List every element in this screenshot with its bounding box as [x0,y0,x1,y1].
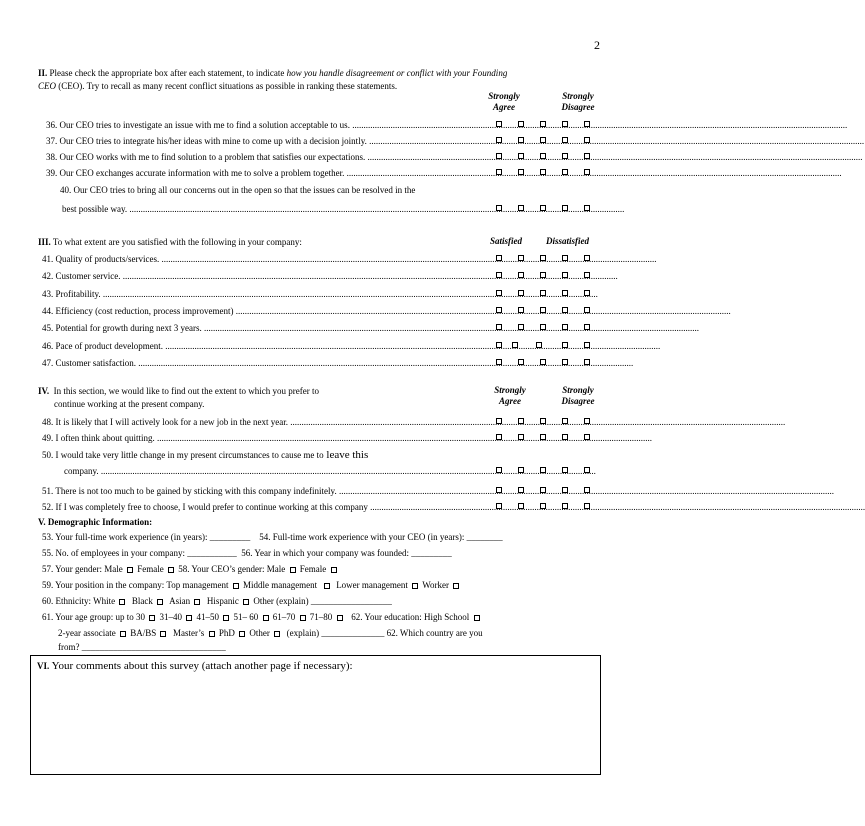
q61-61-70-checkbox[interactable] [300,615,306,621]
q43-checkbox-4[interactable] [562,290,568,296]
q40-checkbox-1[interactable] [496,205,502,211]
q61-51-60-label: 51– 60 [233,612,259,622]
q59 [42,579,461,592]
q44-checkbox-1[interactable] [496,307,502,313]
q52-checkbox-4[interactable] [562,503,568,509]
q50-checkbox-3[interactable] [540,467,546,473]
question-number: 47. [42,357,54,368]
q46-checkbox-1[interactable] [496,342,502,348]
q39-checkbox-3[interactable] [540,169,546,175]
q59-worker-label: Worker [422,580,450,590]
question-number: 52. [42,502,54,512]
q47-checkbox-1[interactable] [496,359,502,365]
q54-text: 54. Full-time work experience with your CEO (in years): ________ [259,532,503,542]
q48-checkbox-4[interactable] [562,418,568,424]
q60-black-label: Black [131,596,153,606]
q46-checkbox-3[interactable] [536,342,542,348]
q38-checkbox-3[interactable] [540,153,546,159]
q47-checkbox-3[interactable] [540,359,546,365]
q43-checkbox-2[interactable] [518,290,524,296]
question-number: 46. [42,340,54,351]
comments-box[interactable] [30,655,601,775]
q61-label: 61. Your age group: up to 30 [42,612,145,622]
q51-checkboxes [496,484,600,498]
q61-51-60-checkbox[interactable] [263,615,269,621]
q47-checkboxes [496,356,600,370]
q41-checkbox-4[interactable] [562,255,568,261]
q44-checkbox-3[interactable] [540,307,546,313]
dot-leader: ............................................................................................................................................................................................................................ [366,136,865,146]
q61-71-80-checkbox[interactable] [337,615,343,621]
q42-checkbox-5[interactable] [584,272,590,278]
q52-checkbox-2[interactable] [518,503,524,509]
q48-checkbox-1[interactable] [496,418,502,424]
section-2-header-agree [484,91,524,113]
header-text: Strongly [494,385,526,395]
q39-checkbox-5[interactable] [584,169,590,175]
q62-explain-label: (explain) ______________ 62. Which country are you [286,628,483,638]
question-number: 36. [46,120,58,130]
question-number: 45. [42,323,54,334]
q36-checkbox-1[interactable] [496,121,502,127]
q52-checkboxes [496,500,600,514]
q40-checkbox-2[interactable] [518,205,524,211]
question-text: Customer satisfaction. [55,357,136,368]
section-2-intro-text: Please check the appropriate box after each statement, to indicate [49,68,285,78]
q49-checkbox-1[interactable] [496,434,502,440]
q53-q54 [42,531,503,544]
q50-checkbox-2[interactable] [518,467,524,473]
q45-checkbox-5[interactable] [584,324,590,330]
q38-checkbox-5[interactable] [584,153,590,159]
q40-checkboxes [496,202,600,216]
q61-41-50-checkbox[interactable] [223,615,229,621]
question-text: Our CEO exchanges accurate information with me to solve a problem together. [59,168,345,178]
q41-checkboxes [496,252,600,266]
q50-checkbox-5[interactable] [584,467,590,473]
q42-checkboxes [496,269,600,283]
question-row [42,321,699,335]
question-text: Potential for growth during next 3 years. [55,323,202,334]
question-number: 41. [42,254,54,264]
question-text: Our CEO tries to integrate his/her ideas with mine to come up with a decision jointly. [59,136,367,146]
q62-babs-label: BA/BS [130,628,157,638]
q62-highschool-checkbox[interactable] [474,615,480,621]
q39-checkbox-1[interactable] [496,169,502,175]
q43-checkbox-3[interactable] [540,290,546,296]
q61-31-40-label: 31–40 [159,612,182,622]
question-row [42,431,652,445]
q46-checkboxes [496,339,600,353]
q46-checkbox-4[interactable] [562,342,568,348]
q44-checkboxes [496,304,600,318]
header-text: Disagree [561,102,595,112]
q62-associate-label: 2-year associate [58,628,116,638]
section-2-intro-line2 [38,80,397,92]
dot-leader: ............................................................................................................................................................................................................................ [344,168,842,178]
section-3-number: III. [38,237,51,247]
q57-q58 [42,563,339,576]
q61-31-40-checkbox[interactable] [186,615,192,621]
q62-other-label: Other [249,628,270,638]
dot-leader: ............................................................................................................................................................................................................................ [349,120,848,130]
section-2-number: II. [38,68,48,78]
header-text: Agree [499,396,521,406]
q38-checkbox-2[interactable] [518,153,524,159]
q57-label: 57. Your gender: Male [42,564,123,574]
q48-checkbox-3[interactable] [540,418,546,424]
q41-checkbox-3[interactable] [540,255,546,261]
question-row [42,448,478,462]
section-4-intro [38,385,319,397]
q50-checkbox-4[interactable] [562,467,568,473]
q60-hispanic-checkbox[interactable] [243,599,249,605]
section-6-number: VI. [37,661,50,671]
q49-checkbox-3[interactable] [540,434,546,440]
q62-associate-checkbox[interactable] [120,631,126,637]
q51-checkbox-2[interactable] [518,487,524,493]
question-text: Our CEO tries to bring all our concerns out in the open so that the issues can be resolved in the [73,185,416,195]
question-number: 37. [46,136,58,146]
question-text: best possible way. [62,204,128,214]
q47-checkbox-5[interactable] [584,359,590,365]
section-4-header-disagree [556,385,600,407]
q43-checkbox-5[interactable] [584,290,590,296]
q48-checkbox-2[interactable] [518,418,524,424]
q36-checkboxes [496,118,600,132]
q61-71-80-label: 71–80 [309,612,333,622]
q57-male-checkbox[interactable] [127,567,133,573]
q37-checkbox-1[interactable] [496,137,502,143]
q56-text: 56. Year in which your company was founded: _________ [241,548,452,558]
q55-q56 [42,547,452,560]
section-4-intro-text: In this section, we would like to find out the extent to which you prefer to [53,386,320,396]
q61 [42,611,482,624]
dot-leader: ............................................................................................................................................................................................................................ [201,323,699,334]
q48-checkboxes [496,415,600,429]
dot-leader: ............................................................................................................................................................................................................................ [98,466,596,476]
question-number: 48. [42,417,54,427]
dot-leader: ............................................................................................................................................................................................................................ [100,288,598,299]
q39-checkbox-4[interactable] [562,169,568,175]
q36-checkbox-3[interactable] [540,121,546,127]
q62-masters-checkbox[interactable] [209,631,215,637]
question-row [42,269,618,283]
q40-checkbox-5[interactable] [584,205,590,211]
header-text: Strongly [562,385,594,395]
q60-asian-checkbox[interactable] [194,599,200,605]
header-text: Disagree [561,396,595,406]
dot-leader: ............................................................................................................................................................................................................................ [120,271,618,282]
q36-checkbox-2[interactable] [518,121,524,127]
q62-country-field[interactable]: from? ________________________________ [58,642,226,652]
question-text: Efficiency (cost reduction, process improvement) [55,305,234,316]
q52-checkbox-5[interactable] [584,503,590,509]
question-text: There is not too much to be gained by sticking with this company indefinitely. [55,486,337,496]
q38-checkboxes [496,150,600,164]
dot-leader: ............................................................................................................................................................................................................................ [287,417,786,427]
q47-checkbox-2[interactable] [518,359,524,365]
question-text: If I was completely free to choose, I would prefer to continue working at this company [55,502,368,512]
question-text: Pace of product development. [55,340,163,351]
section-2-header-disagree [556,91,600,113]
comments-label [37,660,353,672]
q50-checkbox-1[interactable] [496,467,502,473]
q42-checkbox-3[interactable] [540,272,546,278]
q58-female-label: Female [299,564,327,574]
question-row [42,356,634,370]
q46-checkbox-5[interactable] [584,342,590,348]
section-3-intro-text: To what extent are you satisfied with the following in your company: [52,237,302,247]
q62-line2 [58,627,483,640]
q51-checkbox-5[interactable] [584,487,590,493]
q51-checkbox-4[interactable] [562,487,568,493]
question-row [42,339,661,353]
q42-checkbox-4[interactable] [562,272,568,278]
q60-black-checkbox[interactable] [157,599,163,605]
question-number: 51. [42,486,54,496]
q49-checkbox-4[interactable] [562,434,568,440]
q59-top-checkbox[interactable] [233,583,239,589]
q44-checkbox-5[interactable] [584,307,590,313]
q52-checkbox-3[interactable] [540,503,546,509]
q43-checkboxes [496,287,600,301]
q60 [42,595,392,608]
q59-lower-checkbox[interactable] [412,583,418,589]
q60-other-label: Other (explain) __________________ [253,596,392,606]
q45-checkbox-3[interactable] [540,324,546,330]
q41-checkbox-1[interactable] [496,255,502,261]
q36-checkbox-4[interactable] [562,121,568,127]
q61-upto30-checkbox[interactable] [149,615,155,621]
q48-checkbox-5[interactable] [584,418,590,424]
section-3-intro [38,236,302,248]
question-number: 38. [46,152,58,162]
question-row [42,252,657,266]
q62-other-checkbox[interactable] [274,631,280,637]
question-text: Quality of products/services. [55,254,160,264]
section-2-intro [38,67,507,79]
q59-worker-checkbox[interactable] [453,583,459,589]
dot-leader: ............................................................................................................................................................................................................................ [233,305,731,316]
section-2-ceo-italic: CEO [38,81,56,91]
q44-checkbox-2[interactable] [518,307,524,313]
question-number: 50. [42,450,54,460]
q49-checkboxes [496,431,600,445]
question-number: 43. [42,288,54,299]
question-number: 42. [42,271,54,282]
q57-female-checkbox[interactable] [168,567,174,573]
q42-checkbox-2[interactable] [518,272,524,278]
dot-leader: ............................................................................................................................................................................................................................ [367,502,865,512]
question-row [64,464,596,478]
dot-leader: ............................................................................................................................................................................................................................ [365,152,863,162]
dot-leader: ............................................................................................................................................................................................................................ [162,340,661,351]
q51-checkbox-1[interactable] [496,487,502,493]
q62-phd-label: PhD [218,628,235,638]
q40-checkbox-4[interactable] [562,205,568,211]
dot-leader: ............................................................................................................................................................................................................................ [136,357,634,368]
q52-checkbox-1[interactable] [496,503,502,509]
q37-checkbox-2[interactable] [518,137,524,143]
question-row [62,202,625,216]
question-text: It is likely that I will actively look for a new job in the next year. [55,417,288,427]
question-number: 39. [46,168,58,178]
question-text: Customer service. [55,271,121,282]
question-row [60,183,478,197]
q60-asian-label: Asian [169,596,191,606]
section-2-intro-italic: how you handle disagreement or conflict with your Founding [286,68,508,78]
q50-checkboxes [496,464,600,478]
question-text: I would take very little change in my present circumstances to cause me to [55,450,324,460]
question-row [42,500,865,514]
q37-checkboxes [496,134,600,148]
section-4-intro-line2: continue working at the present company. [54,399,205,409]
q39-checkboxes [496,166,600,180]
q38-checkbox-1[interactable] [496,153,502,159]
question-row [46,134,865,148]
q60-white-checkbox[interactable] [119,599,125,605]
q49-checkbox-5[interactable] [584,434,590,440]
section-3-header-satisfied: Satisfied [490,236,523,246]
q58-female-checkbox[interactable] [331,567,337,573]
q62-masters-label: Master’s [172,628,205,638]
dot-leader: ............................................................................................................................................................................................................................ [336,486,834,496]
header-text: Strongly [562,91,594,101]
q55-text: 55. No. of employees in your company: ___________ [42,548,237,558]
q46-checkbox-2[interactable] [512,342,518,348]
q36-checkbox-5[interactable] [584,121,590,127]
header-text: Strongly [488,91,520,101]
question-text: Profitability. [55,288,101,299]
question-number: 49. [42,433,54,443]
q62-label: 62. Your education: High School [351,612,470,622]
question-row [42,287,598,301]
q58-male-checkbox[interactable] [290,567,296,573]
section-5-title: V. Demographic Information: [38,517,153,527]
q47-checkbox-4[interactable] [562,359,568,365]
question-number: 40. [60,185,72,195]
dot-leader: ............................................................................................................................................................................................................................ [127,204,625,214]
q42-checkbox-1[interactable] [496,272,502,278]
q59-lower-label: Lower management [336,580,408,590]
q45-checkbox-2[interactable] [518,324,524,330]
header-text: Agree [493,102,515,112]
q44-checkbox-4[interactable] [562,307,568,313]
question-row [42,415,786,429]
q59-middle-checkbox[interactable] [324,583,330,589]
section-2-intro-text-2: (CEO). Try to recall as many recent conflict situations as possible in ranking these statements. [58,81,398,91]
q59-middle-label: Middle management [242,580,318,590]
question-text: Our CEO works with me to find solution to a problem that satisfies our expectations. [59,152,366,162]
q38-checkbox-4[interactable] [562,153,568,159]
question-row [42,304,731,318]
question-text: Our CEO tries to investigate an issue with me to find a solution acceptable to us. [59,120,350,130]
q58-label: 58. Your CEO’s gender: Male [178,564,286,574]
q49-checkbox-2[interactable] [518,434,524,440]
dot-leader: ............................................................................................................................................................................................................................ [159,254,657,264]
q57-female-label: Female [137,564,164,574]
q61-61-70-label: 61–70 [272,612,296,622]
question-number: 44. [42,305,54,316]
q39-checkbox-2[interactable] [518,169,524,175]
question-text: I often think about quitting. [55,433,155,443]
question-row [46,150,863,164]
q40-checkbox-3[interactable] [540,205,546,211]
question-row [42,484,834,498]
q37-checkbox-5[interactable] [584,137,590,143]
question-row [46,166,842,180]
section-4-number: IV. [38,386,50,396]
q45-checkbox-1[interactable] [496,324,502,330]
dot-leader: ............................................................................................................................................................................................................................ [154,433,652,443]
question-row [46,118,848,132]
q62-phd-checkbox[interactable] [239,631,245,637]
q41-checkbox-2[interactable] [518,255,524,261]
q60-hispanic-label: Hispanic [206,596,239,606]
q45-checkbox-4[interactable] [562,324,568,330]
q59-label: 59. Your position in the company: Top management [42,580,229,590]
q41-checkbox-5[interactable] [584,255,590,261]
section-3-header-dissatisfied: Dissatisfied [546,236,590,246]
question-text: company. [64,466,99,476]
page-number: 2 [594,38,600,52]
q62-babs-checkbox[interactable] [160,631,166,637]
q37-checkbox-3[interactable] [540,137,546,143]
q60-label: 60. Ethnicity: White [42,596,116,606]
question-text-large: leave this [323,449,369,461]
q51-checkbox-3[interactable] [540,487,546,493]
section-4-header-agree [490,385,530,407]
q53-text: 53. Your full-time work experience (in years): _________ [42,532,251,542]
q43-checkbox-1[interactable] [496,290,502,296]
q37-checkbox-4[interactable] [562,137,568,143]
section-6-text: Your comments about this survey (attach another page if necessary): [51,660,353,672]
q61-41-50-label: 41–50 [196,612,219,622]
q45-checkboxes [496,321,600,335]
